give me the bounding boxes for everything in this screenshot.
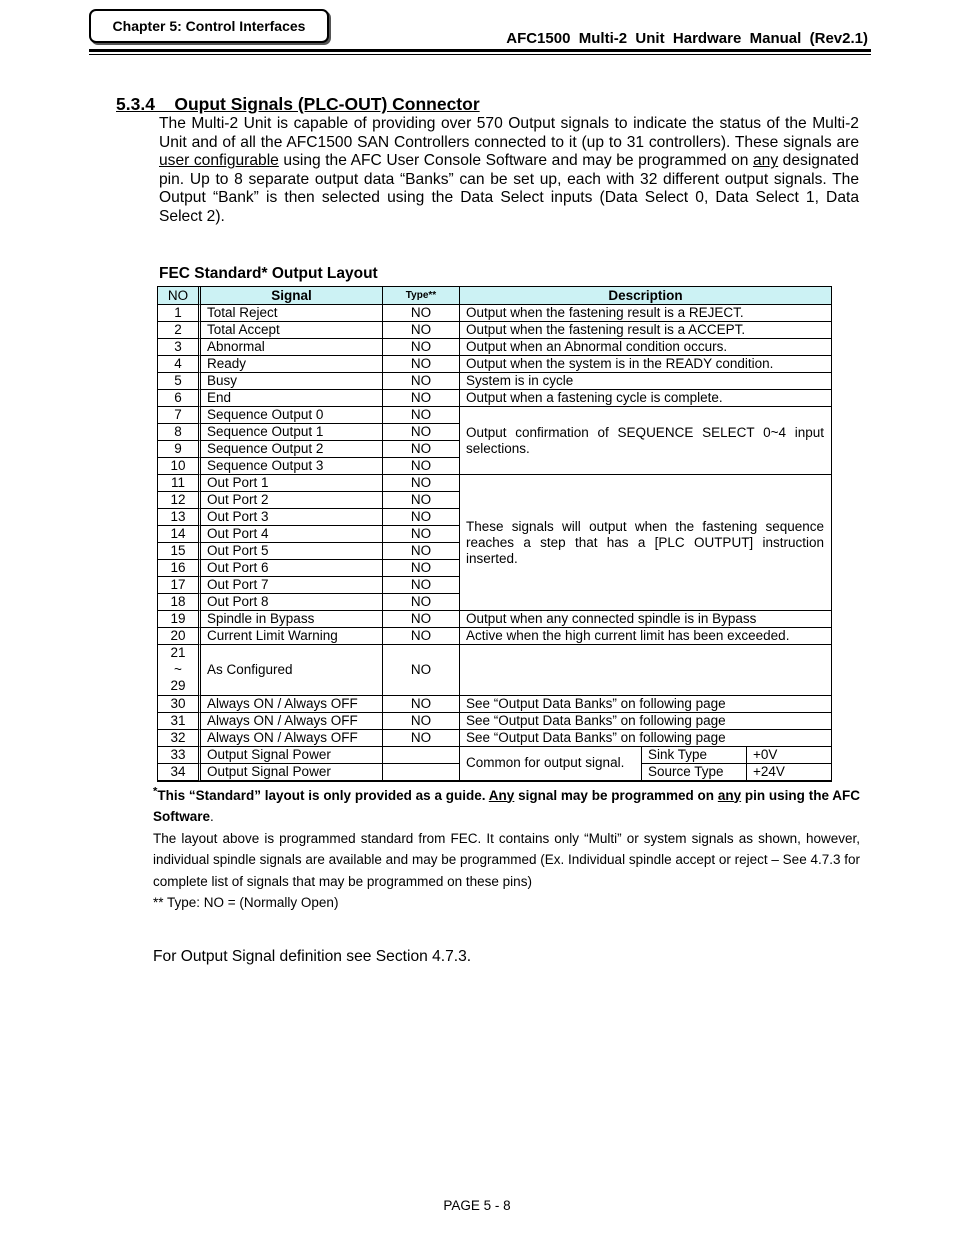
- table-row: [158, 305, 831, 322]
- table-row: [158, 713, 831, 730]
- table-row: [158, 373, 831, 390]
- power-sub-value: +24V: [746, 764, 831, 781]
- section-reference: For Output Signal definition see Section 4.7.3.: [153, 948, 472, 965]
- row-signal: Output Signal Power: [201, 747, 383, 764]
- power-sub-label: Sink Type: [641, 747, 746, 764]
- row-no: 19: [158, 611, 201, 628]
- row-type: NO: [383, 356, 460, 373]
- sequence-group-description: Output confirmation of SEQUENCE SELECT 0~4 input selections.: [460, 407, 831, 475]
- header-signal: Signal: [201, 287, 383, 305]
- row-no: 2: [158, 322, 201, 339]
- note-text-1: This “Standard” layout is only provided as a guide.: [157, 787, 489, 803]
- row-description: See “Output Data Banks” on following page: [460, 713, 831, 730]
- row-description: Active when the high current limit has been exceeded.: [460, 628, 831, 645]
- row-signal: Sequence Output 1: [201, 424, 383, 441]
- row-type: NO: [383, 594, 460, 611]
- row-type: NO: [383, 458, 460, 475]
- table-row: [158, 339, 831, 356]
- row-signal: Sequence Output 2: [201, 441, 383, 458]
- table-row: [158, 475, 831, 492]
- row-no: 32: [158, 730, 201, 747]
- standard-note: [153, 781, 860, 828]
- row-signal: Busy: [201, 373, 383, 390]
- row-no: 10: [158, 458, 201, 475]
- row-no: 5: [158, 373, 201, 390]
- row-type: [383, 764, 460, 781]
- row-signal: Ready: [201, 356, 383, 373]
- row-type: NO: [383, 424, 460, 441]
- row-no: 13: [158, 509, 201, 526]
- row-description: Output when a fastening cycle is complete.: [460, 390, 831, 407]
- table-title: FEC Standard* Output Layout: [159, 265, 378, 282]
- intro-underline-1: user configurable: [159, 152, 279, 170]
- power-sub-label: Source Type: [641, 764, 746, 781]
- row-no: 4: [158, 356, 201, 373]
- output-layout-table: [157, 286, 832, 782]
- row-signal: Sequence Output 0: [201, 407, 383, 424]
- range-start: 21: [170, 645, 186, 660]
- header-rule: [89, 49, 871, 52]
- row-no-range: [158, 645, 201, 696]
- intro-text-1: The Multi-2 Unit is capable of providing over 570 Output signals to indicate the status of the Multi-2 Unit and of all the AFC1500 SAN Controllers connected to it (up to 31 controllers). These signals are: [159, 115, 859, 151]
- row-signal: Out Port 6: [201, 560, 383, 577]
- header-type: Type**: [383, 287, 460, 305]
- row-signal: End: [201, 390, 383, 407]
- power-sub-value: +0V: [746, 747, 831, 764]
- row-type: NO: [383, 373, 460, 390]
- row-no: 9: [158, 441, 201, 458]
- row-type: NO: [383, 339, 460, 356]
- row-signal: Out Port 5: [201, 543, 383, 560]
- header-rule-thin: [89, 54, 871, 55]
- table-row: [158, 356, 831, 373]
- row-description: See “Output Data Banks” on following page: [460, 696, 831, 713]
- row-signal: Always ON / Always OFF: [201, 730, 383, 747]
- table-row: [158, 696, 831, 713]
- row-signal: Always ON / Always OFF: [201, 713, 383, 730]
- row-signal: Total Accept: [201, 322, 383, 339]
- row-no: 3: [158, 339, 201, 356]
- row-signal: Out Port 2: [201, 492, 383, 509]
- row-no: 11: [158, 475, 201, 492]
- row-no: 7: [158, 407, 201, 424]
- row-no: 8: [158, 424, 201, 441]
- row-signal: Output Signal Power: [201, 764, 383, 781]
- row-type: NO: [383, 390, 460, 407]
- row-signal: Always ON / Always OFF: [201, 696, 383, 713]
- table-row: [158, 628, 831, 645]
- table-row: [158, 322, 831, 339]
- row-type: NO: [383, 407, 460, 424]
- row-type: NO: [383, 560, 460, 577]
- row-signal: Out Port 3: [201, 509, 383, 526]
- row-signal: Out Port 1: [201, 475, 383, 492]
- row-no: 6: [158, 390, 201, 407]
- row-description: Output when the fastening result is a REJECT.: [460, 305, 831, 322]
- row-no: 14: [158, 526, 201, 543]
- type-note: ** Type: NO = (Normally Open): [153, 895, 339, 910]
- table-row: [158, 645, 831, 696]
- row-signal: Total Reject: [201, 305, 383, 322]
- row-no: 33: [158, 747, 201, 764]
- note-text-3: pin using the AFC Software: [153, 787, 860, 824]
- row-no: 1: [158, 305, 201, 322]
- row-signal: Sequence Output 3: [201, 458, 383, 475]
- row-signal: As Configured: [201, 645, 383, 696]
- row-type: NO: [383, 322, 460, 339]
- row-type: NO: [383, 526, 460, 543]
- header-description: Description: [460, 287, 831, 305]
- row-no: 15: [158, 543, 201, 560]
- section-title: 5.3.4 Ouput Signals (PLC-OUT) Connector: [116, 94, 480, 114]
- row-type: NO: [383, 713, 460, 730]
- row-description: [460, 645, 831, 696]
- manual-title: AFC1500 Multi-2 Unit Hardware Manual (Rev2.1): [506, 30, 868, 47]
- row-signal: Out Port 8: [201, 594, 383, 611]
- row-description: System is in cycle: [460, 373, 831, 390]
- row-no: 17: [158, 577, 201, 594]
- row-signal: Current Limit Warning: [201, 628, 383, 645]
- row-no: 20: [158, 628, 201, 645]
- note-period: .: [210, 809, 214, 824]
- table-row: [158, 747, 831, 764]
- note-underline-1: Any: [488, 787, 515, 803]
- row-type: NO: [383, 577, 460, 594]
- row-type: NO: [383, 696, 460, 713]
- row-description: Output when any connected spindle is in Bypass: [460, 611, 831, 628]
- row-description: Output when the system is in the READY condition.: [460, 356, 831, 373]
- chapter-label: Chapter 5: Control Interfaces: [89, 9, 329, 43]
- header-no: NO: [158, 287, 201, 305]
- table-header-row: [158, 287, 831, 305]
- row-type: NO: [383, 543, 460, 560]
- note-text-2: signal may be programmed on: [514, 787, 718, 803]
- row-no: 30: [158, 696, 201, 713]
- row-description: Output when the fastening result is a ACCEPT.: [460, 322, 831, 339]
- row-type: NO: [383, 492, 460, 509]
- row-signal: Out Port 4: [201, 526, 383, 543]
- row-no: 18: [158, 594, 201, 611]
- power-group-description: Common for output signal.: [460, 747, 641, 781]
- row-type: NO: [383, 730, 460, 747]
- intro-text-2: using the AFC User Console Software and may be programmed on: [278, 152, 753, 170]
- row-no: 31: [158, 713, 201, 730]
- intro-text-3: designated pin. Up to 8 separate output data “Banks” can be set up, each with 32 different output signals. The Output “Bank” is then selected using the Data Select inputs (Data Select 0, Data Select 1, Data Select 2).: [159, 152, 859, 225]
- range-sep: ~: [174, 661, 182, 677]
- row-no: 16: [158, 560, 201, 577]
- row-signal: Spindle in Bypass: [201, 611, 383, 628]
- row-signal: Out Port 7: [201, 577, 383, 594]
- range-end: 29: [170, 678, 186, 693]
- row-type: NO: [383, 441, 460, 458]
- row-type: NO: [383, 628, 460, 645]
- table-notes: [153, 781, 860, 914]
- row-type: NO: [383, 611, 460, 628]
- row-type: NO: [383, 509, 460, 526]
- row-type: NO: [383, 645, 460, 696]
- layout-note: The layout above is programmed standard from FEC. It contains only “Multi” or system signals as shown, however, individual spindle signals are available and may be programmed (Ex. Individual spindle accept or reject – See 4.7.3 for complete list of signals that may be programmed on these pins): [153, 830, 860, 889]
- page-number: PAGE 5 - 8: [443, 1198, 511, 1213]
- table-row: [158, 390, 831, 407]
- row-type: [383, 747, 460, 764]
- row-description: Output when an Abnormal condition occurs.: [460, 339, 831, 356]
- outport-group-description: These signals will output when the fastening sequence reaches a step that has a [PLC OUTPUT] instruction inserted.: [460, 475, 831, 611]
- intro-underline-2: any: [752, 152, 779, 170]
- table-row: [158, 407, 831, 424]
- row-type: NO: [383, 475, 460, 492]
- row-description: See “Output Data Banks” on following page: [460, 730, 831, 747]
- note-star: *: [153, 785, 158, 797]
- row-no: 34: [158, 764, 201, 781]
- intro-paragraph: [159, 115, 859, 227]
- row-type: NO: [383, 305, 460, 322]
- row-signal: Abnormal: [201, 339, 383, 356]
- row-no: 12: [158, 492, 201, 509]
- table-row: [158, 611, 831, 628]
- table-row: [158, 730, 831, 747]
- note-underline-2: any: [717, 787, 742, 803]
